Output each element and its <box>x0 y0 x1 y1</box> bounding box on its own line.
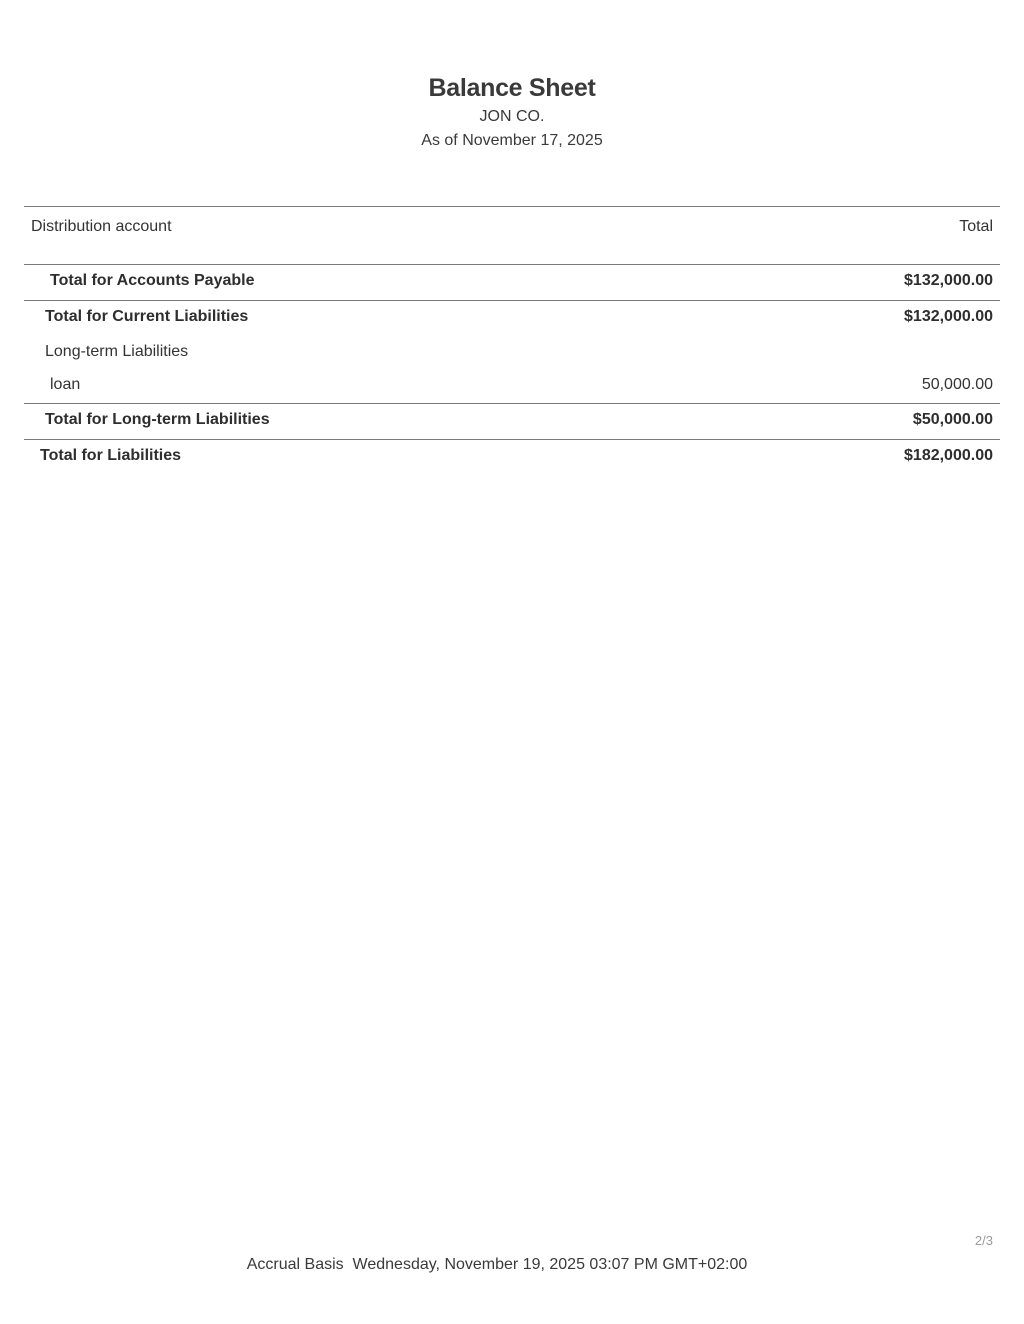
account-column-header: Distribution account <box>31 218 172 235</box>
table-header-rule <box>24 264 1000 265</box>
table-row <box>24 408 1000 432</box>
report-footer <box>0 1256 994 1274</box>
row-amount: 50,000.00 <box>921 376 993 393</box>
row-label: loan <box>50 376 81 393</box>
row-divider <box>24 300 1000 301</box>
row-amount: $50,000.00 <box>912 411 993 428</box>
row-label: Long-term Liabilities <box>45 343 189 360</box>
table-row <box>24 340 1000 364</box>
report-date: As of November 17, 2025 <box>421 132 603 149</box>
page-number: 2/3 <box>974 1233 993 1248</box>
table-header-row <box>24 215 1000 239</box>
row-label: Total for Liabilities <box>40 447 182 464</box>
table-row <box>24 444 1000 468</box>
accounting-basis: Accrual Basis <box>246 1256 344 1273</box>
row-label: Total for Long-term Liabilities <box>45 411 270 428</box>
report-title: Balance Sheet <box>428 74 596 102</box>
row-amount: $132,000.00 <box>904 272 993 289</box>
row-amount: $182,000.00 <box>904 447 993 464</box>
table-row <box>24 269 1000 293</box>
table-row <box>24 305 1000 329</box>
table-top-rule <box>24 206 1000 207</box>
row-divider <box>24 403 1000 404</box>
row-label: Total for Current Liabilities <box>45 308 249 325</box>
table-row <box>24 373 1000 397</box>
company-name: JON CO. <box>479 108 545 125</box>
generated-timestamp: Wednesday, November 19, 2025 03:07 PM GMT+02:00 <box>352 1256 748 1273</box>
row-divider <box>24 439 1000 440</box>
total-column-header: Total <box>959 218 993 235</box>
row-label: Total for Accounts Payable <box>50 272 255 289</box>
row-amount: $132,000.00 <box>904 308 993 325</box>
